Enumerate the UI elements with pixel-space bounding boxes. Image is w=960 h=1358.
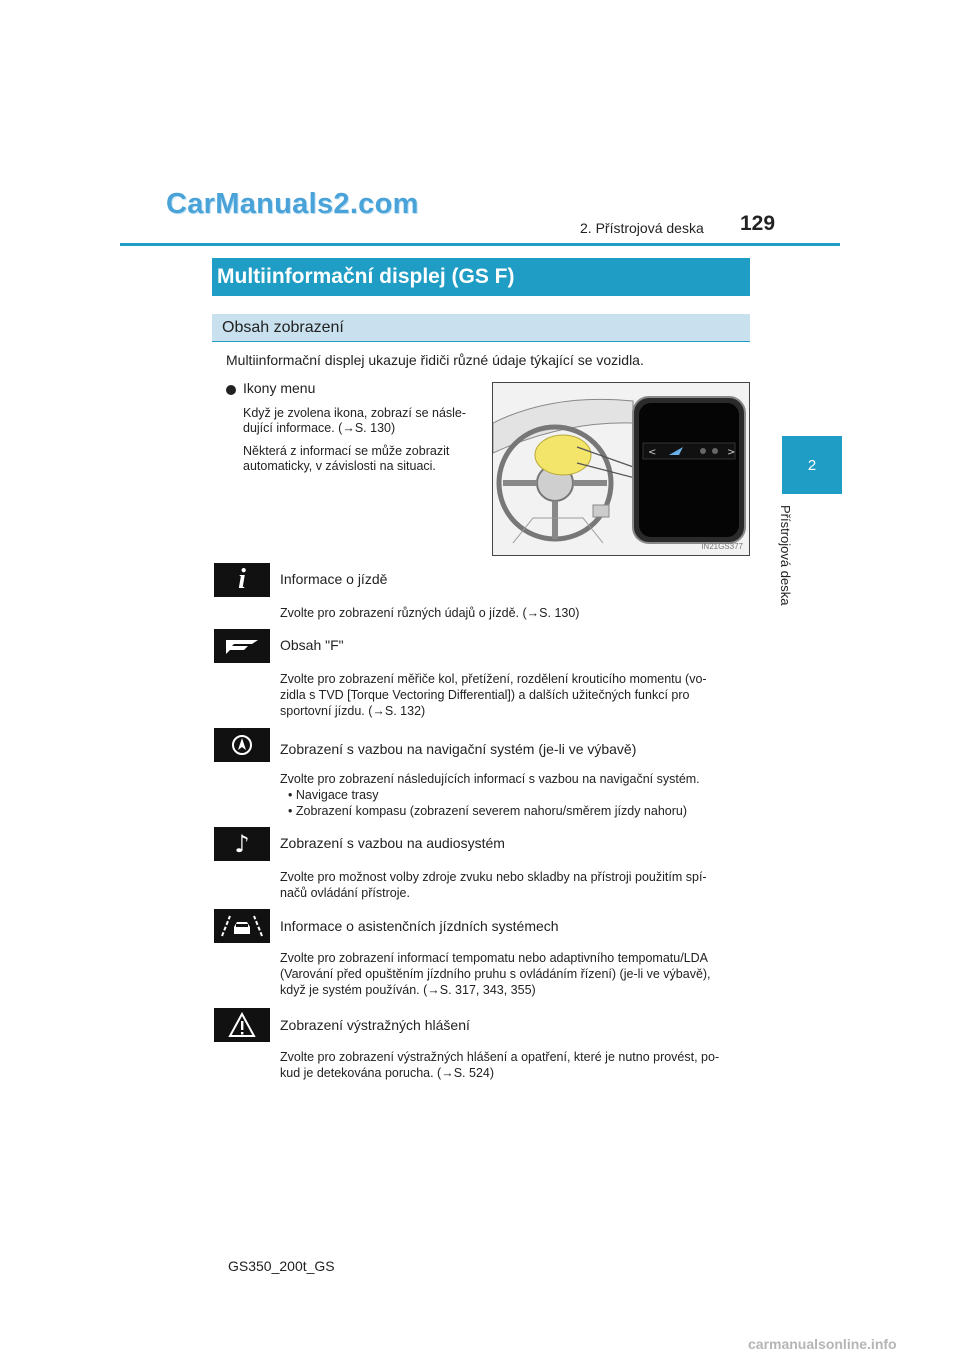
- item-title-trip-info: Informace o jízdě: [280, 571, 388, 587]
- item-bullet-text: Zobrazení kompasu (zobrazení severem nahoru/směrem jízdy nahoru): [295, 804, 688, 818]
- watermark-footer: carmanualsonline.info: [748, 1336, 897, 1352]
- item-body-f-content: [280, 671, 746, 719]
- item-bullet: • Zobrazení kompasu (zobrazení severem nahoru/směrem jízdy nahoru): [288, 804, 688, 818]
- info-i-icon: [214, 563, 270, 597]
- intro-text: Multiinformační displej ukazuje řidiči různé údaje týkající se vozidla.: [226, 352, 644, 368]
- info-i-glyph: i: [238, 564, 246, 595]
- page-number: 129: [740, 212, 776, 235]
- chapter-tab[interactable]: 2: [782, 436, 842, 494]
- item-title-navigation: Zobrazení s vazbou na navigační systém (je-li ve výbavě): [280, 741, 637, 757]
- item-title-driving-assist: Informace o asistenčních jízdních systémech: [280, 918, 559, 934]
- warning-triangle-glyph: [228, 1012, 256, 1038]
- item-body-line: když je systém používán. (→S. 317, 343, 355): [280, 983, 536, 997]
- item-body-driving-assist: [280, 950, 746, 998]
- driving-assist-glyph: [220, 914, 264, 938]
- dashboard-drawing: [493, 383, 749, 555]
- item-body-line: zidla s TVD [Torque Vectoring Differential]) a dalších užitečných funkcí pro: [280, 688, 690, 702]
- bullet-text-1: [243, 406, 479, 436]
- item-body-line: sportovní jízdu. (→S. 132): [280, 704, 426, 718]
- item-body-line: Zvolte pro zobrazení informací tempomatu nebo adaptivního tempomatu/LDA: [280, 951, 709, 965]
- dashboard-illustration: [492, 382, 750, 556]
- navigation-icon: [214, 728, 270, 762]
- bullet-title: Ikony menu: [243, 380, 316, 396]
- driving-assist-icon: [214, 909, 270, 943]
- item-body-line: Zvolte pro zobrazení různých údajů o jízdě. (→S. 130): [280, 606, 580, 620]
- item-body-line: kud je detekována porucha. (→S. 524): [280, 1066, 495, 1080]
- item-body-audio: [280, 869, 746, 901]
- bullet-text-2: [243, 444, 479, 474]
- bullet-text-1-line: dující informace. (→S. 130): [243, 421, 396, 435]
- bullet-text-1-line: Když je zvolena ikona, zobrazí se násle-: [243, 406, 467, 420]
- item-body-line: Zvolte pro zobrazení výstražných hlášení a opatření, které je nutno provést, po-: [280, 1050, 720, 1064]
- music-note-glyph: ♪: [234, 830, 250, 858]
- item-body-line: (Varování před opuštěním jízdního pruhu s ovládáním řízení) (je-li ve výbavě),: [280, 967, 711, 981]
- chapter-label-text: Přístrojová deska: [778, 505, 793, 606]
- item-body-trip-info: [280, 605, 746, 621]
- bullet-text-2-line: automaticky, v závislosti na situaci.: [243, 459, 436, 473]
- header-divider: [120, 243, 840, 246]
- subsection-title: Obsah zobrazení: [212, 314, 750, 342]
- navigation-glyph: [231, 734, 253, 756]
- footer-model-code: GS350_200t_GS: [228, 1258, 335, 1274]
- item-body-warnings: [280, 1049, 746, 1081]
- item-title-warnings: Zobrazení výstražných hlášení: [280, 1017, 470, 1033]
- item-body-line: Zvolte pro zobrazení měřiče kol, přetížení, rozdělení krouticího momentu (vo-: [280, 672, 707, 686]
- header-section-title: 2. Přístrojová deska: [580, 220, 704, 236]
- svg-text:<: <: [648, 447, 657, 458]
- item-body-line: Zvolte pro zobrazení následujících informací s vazbou na navigační systém.: [280, 772, 700, 786]
- f-logo-glyph: [222, 636, 262, 656]
- chapter-label: [778, 505, 808, 635]
- bullet-icon: [226, 385, 236, 395]
- item-body-line: Zvolte pro možnost volby zdroje zvuku nebo skladby na přístroji použitím spí-: [280, 870, 707, 884]
- watermark-logo: CarManuals2.com: [166, 188, 419, 220]
- section-title: Multiinformační displej (GS F): [212, 258, 750, 296]
- f-logo-icon: [214, 629, 270, 663]
- item-title-audio: Zobrazení s vazbou na audiosystém: [280, 835, 505, 851]
- item-bullet-text: Navigace trasy: [295, 788, 379, 802]
- svg-text:>: >: [727, 447, 736, 458]
- bullet-text-2-line: Některá z informací se může zobrazit: [243, 444, 450, 458]
- item-bullet: • Navigace trasy: [288, 788, 379, 802]
- warning-triangle-icon: [214, 1008, 270, 1042]
- item-body-line: načů ovládání přístroje.: [280, 886, 410, 900]
- item-body-navigation: [280, 771, 746, 819]
- music-note-icon: [214, 827, 270, 861]
- item-title-f-content: Obsah "F": [280, 637, 344, 653]
- illustration-code: IN21GS377: [701, 542, 743, 551]
